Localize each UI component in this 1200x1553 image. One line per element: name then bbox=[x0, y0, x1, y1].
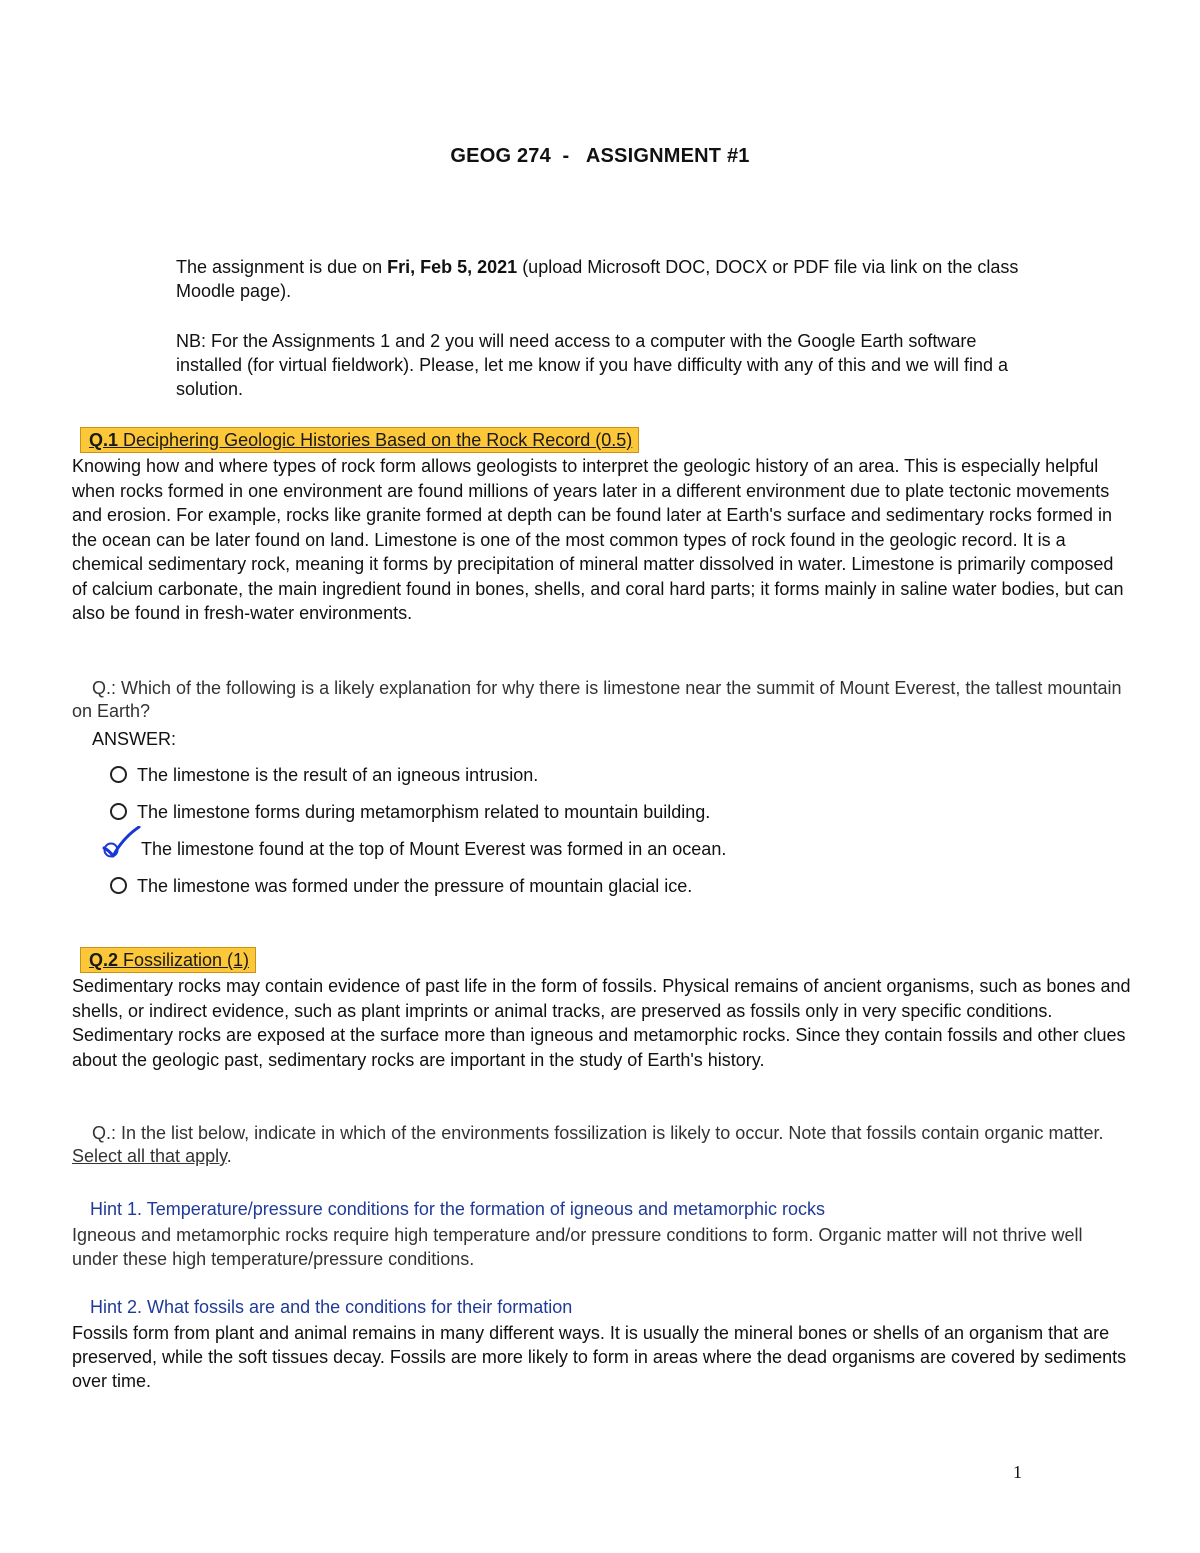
due-suffix: (upload Microsoft DOC, DOCX or PDF file via link on the class Moodle page). bbox=[176, 257, 1019, 301]
q1-heading bbox=[80, 427, 639, 453]
q1-title: Deciphering Geologic Histories Based on the Rock Record (0.5) bbox=[118, 430, 633, 450]
option-label: The limestone is the result of an igneous intrusion. bbox=[137, 765, 539, 785]
radio-button[interactable] bbox=[110, 877, 127, 894]
q2-question bbox=[72, 1122, 1132, 1168]
answer-option[interactable] bbox=[108, 762, 538, 788]
q2-question-end: . bbox=[226, 1146, 232, 1166]
hint-2-body: Fossils form from plant and animal remains in many different ways. It is usually the mineral bones or shells of an organism that are preserved, while the soft tissues decay. Fossils are more likely to form in areas where the dead organisms are covered by sediments over time. bbox=[72, 1323, 1127, 1391]
nb-text: NB: For the Assignments 1 and 2 you will need access to a computer with the Google Earth software installed (for virtual fieldwork). Please, let me know if you have difficulty with any of this and we will find a solution. bbox=[176, 331, 1009, 399]
answer-option-selected[interactable] bbox=[108, 836, 726, 862]
q2-title: Fossilization (1) bbox=[118, 950, 250, 970]
q2-number: Q.2 bbox=[89, 950, 119, 970]
q2-question-text: Q.: In the list below, indicate in which of the environments fossilization is likely to occur. Note that fossils contain organic matter. bbox=[92, 1123, 1104, 1143]
select-all-emphasis: Select all that apply bbox=[72, 1146, 227, 1166]
hint-2-title: Hint 2. What fossils are and the conditions for their formation bbox=[90, 1297, 573, 1317]
option-label: The limestone found at the top of Mount Everest was formed in an ocean. bbox=[141, 839, 727, 859]
answer-option[interactable] bbox=[108, 873, 692, 899]
due-date: Fri, Feb 5, 2021 bbox=[387, 257, 518, 277]
q2-body: Sedimentary rocks may contain evidence of past life in the form of fossils. Physical remains of ancient organisms, such as bones and shells, or indirect evidence, such as plant imprints or animal tracks, are preserved as fossils only in very specific conditions. Sedimentary rocks are exposed at the surface more than igneous and metamorphic rocks. Since they contain fossils and other clues about the geologic past, sedimentary rocks are important in the study of Earth's history. bbox=[72, 976, 1131, 1070]
q1-question: Q.: Which of the following is a likely explanation for why there is limestone near the summit of Mount Everest, the tallest mountain on Earth? bbox=[72, 678, 1122, 721]
q1-body: Knowing how and where types of rock form allows geologists to interpret the geologic history of an area. This is especially helpful when rocks formed in one environment are found millions of years later in a different environment due to plate tectonic movements and erosion. For example, rocks like granite formed at depth can be found later at Earth's surface and sedimentary rocks formed in the ocean can be later found on land. Limestone is one of the most common types of rock found in the geologic record. It is a chemical sedimentary rock, meaning it forms by precipitation of mineral matter dissolved in water. Limestone is primarily composed of calcium carbonate, the main ingredient found in bones, shells, and coral hard parts; it forms mainly in saline water bodies, but can also be found in fresh-water environments. bbox=[72, 456, 1124, 623]
intro-nb-paragraph bbox=[176, 329, 1036, 401]
answer-option[interactable] bbox=[108, 799, 710, 825]
option-label: The limestone was formed under the pressure of mountain glacial ice. bbox=[137, 876, 693, 896]
checkmark-icon bbox=[102, 826, 142, 860]
q1-number: Q.1 bbox=[89, 430, 119, 450]
hint-1-body: Igneous and metamorphic rocks require high temperature and/or pressure conditions to form. Organic matter will not thrive well under these high temperature/pressure conditions. bbox=[72, 1225, 1083, 1269]
hint-1-title: Hint 1. Temperature/pressure conditions for the formation of igneous and metamorphic rocks bbox=[90, 1199, 826, 1219]
radio-button[interactable] bbox=[110, 766, 127, 783]
q2-heading bbox=[80, 947, 256, 973]
radio-button[interactable] bbox=[110, 803, 127, 820]
option-label: The limestone forms during metamorphism related to mountain building. bbox=[137, 802, 711, 822]
page-number: 1 bbox=[1013, 1462, 1022, 1482]
answer-label: ANSWER: bbox=[92, 729, 177, 749]
due-prefix: The assignment is due on bbox=[176, 257, 388, 277]
intro-due-paragraph bbox=[176, 255, 1036, 303]
page-title: GEOG 274 - ASSIGNMENT #1 bbox=[450, 145, 750, 167]
